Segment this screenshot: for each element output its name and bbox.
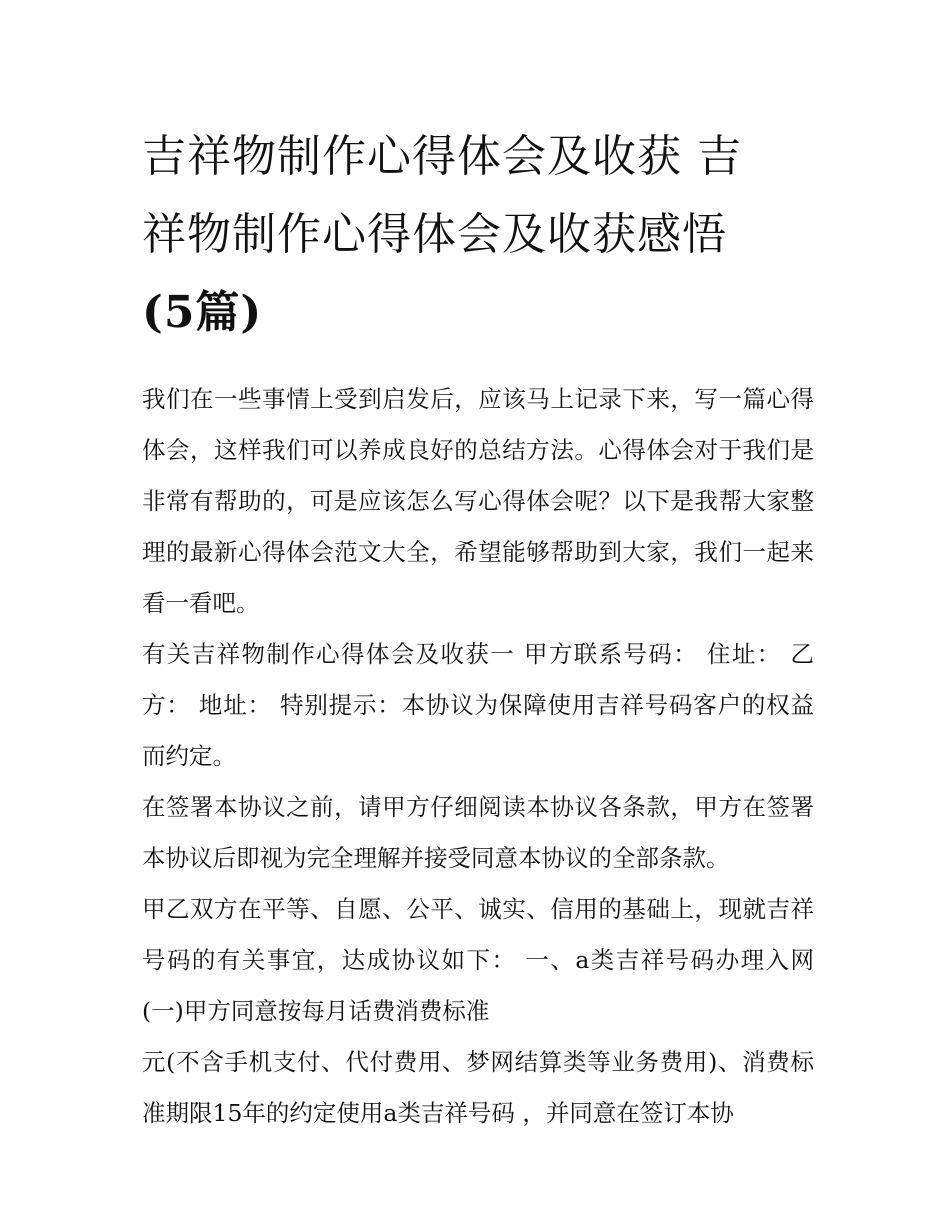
title-line-3: (5篇) xyxy=(142,287,263,338)
paragraph-consumption-standard: 元(不含手机支付、代付费用、梦网结算类等业务费用)、消费标准期限15年的约定使用a类吉祥号码 ，并同意在签订本协 xyxy=(142,1048,814,1127)
document-body xyxy=(142,118,814,1139)
paragraph-intro: 我们在一些事情上受到启发后，应该马上记录下来，写一篇心得体会，这样我们可以养成良好的总结方法。心得体会对于我们是非常有帮助的，可是应该怎么写心得体会呢？以下是我帮大家整理的最新心得体会范文大全，希望能够帮助到大家，我们一起来看一看吧。 xyxy=(142,385,814,617)
title-line-1: 吉祥物制作心得体会及收获 吉 xyxy=(142,131,742,182)
document-title xyxy=(142,118,814,352)
title-line-2: 祥物制作心得体会及收获感悟 xyxy=(142,209,727,260)
paragraph-reading-notice: 在签署本协议之前，请甲方仔细阅读本协议各条款，甲方在签署本协议后即视为完全理解并接受同意本协议的全部条款。 xyxy=(142,793,814,872)
paragraph-parties: 有关吉祥物制作心得体会及收获一 甲方联系号码： 住址： 乙方： 地址： 特别提示：本协议为保障使用吉祥号码客户的权益而约定。 xyxy=(142,640,814,770)
paragraph-agreement-terms: 甲乙双方在平等、自愿、公平、诚实、信用的基础上，现就吉祥号码的有关事宜，达成协议如下： 一、a类吉祥号码办理入网 (一)甲方同意按每月话费消费标准 xyxy=(142,895,814,1025)
